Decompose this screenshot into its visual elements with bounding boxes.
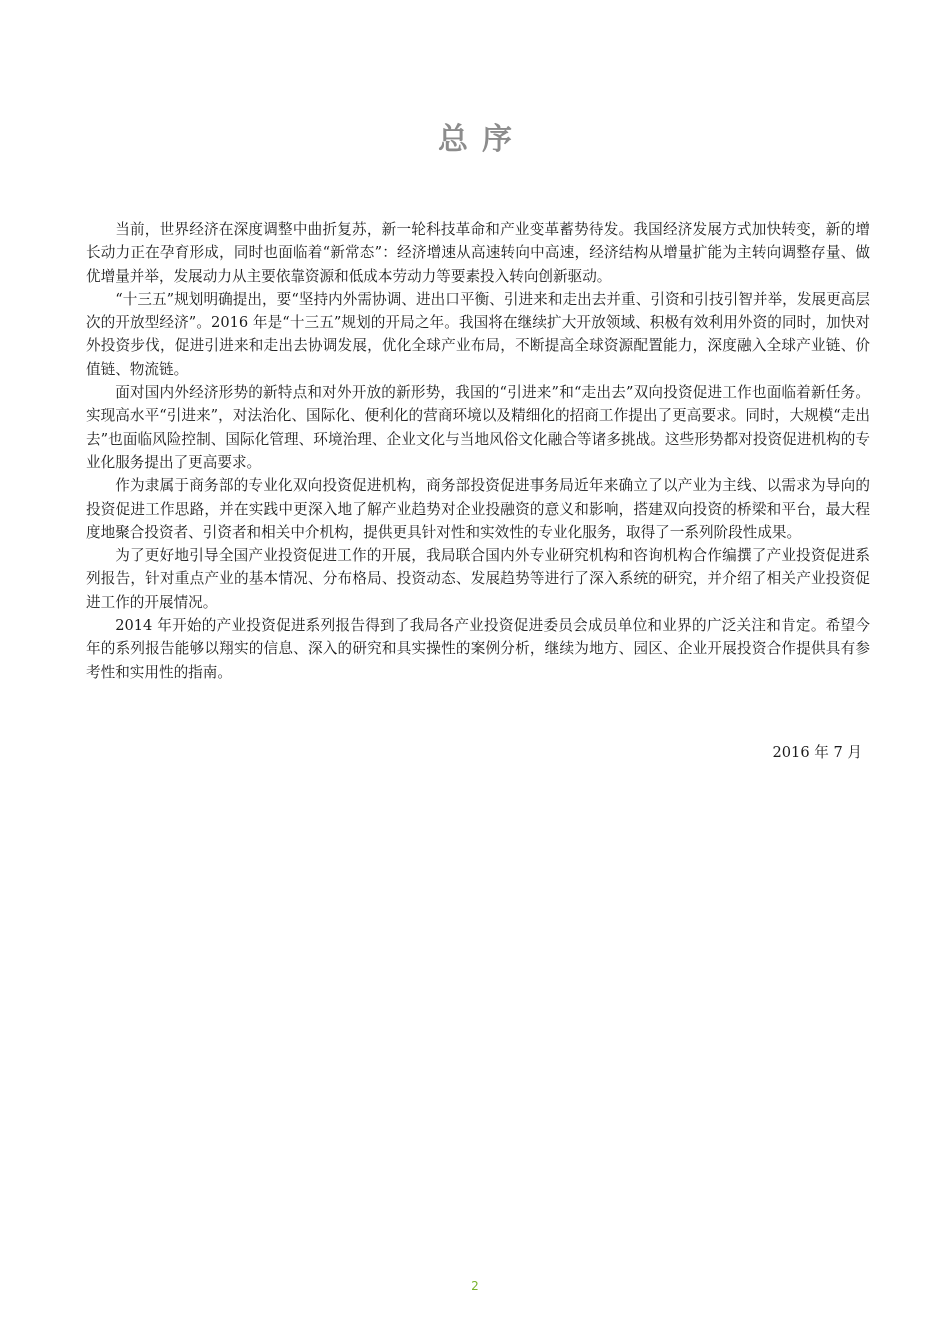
paragraph: 当前，世界经济在深度调整中曲折复苏，新一轮科技革命和产业变革蓄势待发。我国经济发展方式加快转变，新的增长动力正在孕育形成，同时也面临着“新常态”：经济增速从高速转向中高速，经济结构从增量扩能为主转向调整存量、做优增量并举，发展动力从主要依靠资源和低成本劳动力等要素投入转向创新驱动。 [86, 221, 870, 285]
paragraph: 为了更好地引导全国产业投资促进工作的开展，我局联合国内外专业研究机构和咨询机构合作编撰了产业投资促进系列报告，针对重点产业的基本情况、分布格局、投资动态、发展趋势等进行了深入系统的研究，并介绍了相关产业投资促进工作的开展情况。 [86, 547, 870, 611]
paragraph: 面对国内外经济形势的新特点和对外开放的新形势，我国的“引进来”和“走出去”双向投资促进工作也面临着新任务。实现高水平“引进来”，对法治化、国际化、便利化的营商环境以及精细化的招商工作提出了更高要求。同时，大规模“走出去”也面临风险控制、国际化管理、环境治理、企业文化与当地风俗文化融合等诸多挑战。这些形势都对投资促进机构的专业化服务提出了更高要求。 [86, 384, 870, 471]
paragraph: 作为隶属于商务部的专业化双向投资促进机构，商务部投资促进事务局近年来确立了以产业为主线、以需求为导向的投资促进工作思路，并在实践中更深入地了解产业趋势对企业投融资的意义和影响，搭建双向投资的桥梁和平台，最大程度地聚合投资者、引资者和相关中介机构，提供更具针对性和实效性的专业化服务，取得了一系列阶段性成果。 [86, 477, 870, 541]
signature-date: 2016 年 7 月 [772, 744, 862, 761]
page-title: 总序 [438, 122, 526, 157]
paragraph: “十三五”规划明确提出，要“坚持内外需协调、进出口平衡、引进来和走出去并重、引资和引技引智并举，发展更高层次的开放型经济”。2016 年是“十三五”规划的开局之年。我国将在继续扩大开放领域、积极有效利用外资的同时，加快对外投资步伐，促进引进来和走出去协调发展，优化全球产业布局，不断提高全球资源配置能力，深度融入全球产业链、价值链、物流链。 [86, 290, 870, 378]
preface-body [86, 218, 870, 684]
paragraph: 2014 年开始的产业投资促进系列报告得到了我局各产业投资促进委员会成员单位和业界的广泛关注和肯定。希望今年的系列报告能够以翔实的信息、深入的研究和具实操性的案例分析，继续为地方、园区、企业开展投资合作提供具有参考性和实用性的指南。 [86, 617, 870, 681]
page-number: 2 [471, 1279, 479, 1293]
